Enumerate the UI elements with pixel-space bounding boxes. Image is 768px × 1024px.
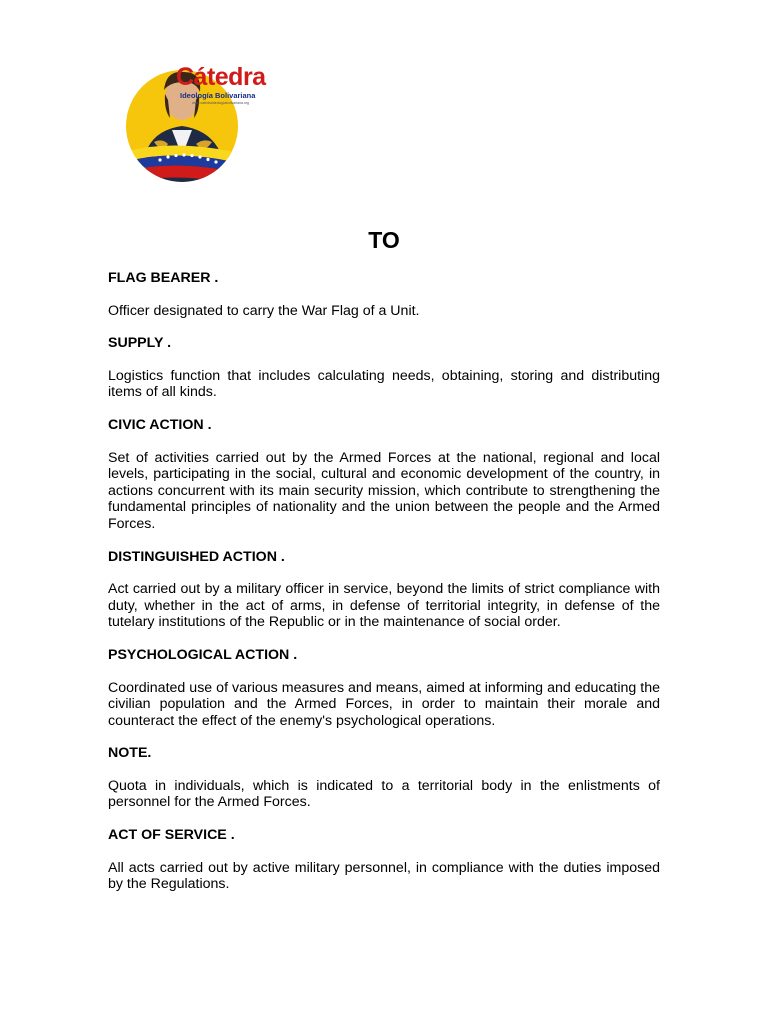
logo-title: Cátedra: [176, 63, 266, 91]
definition-act-of-service: All acts carried out by active military personnel, in compliance with the duties imposed by the Regulations.: [108, 859, 660, 893]
definition-civic-action: Set of activities carried out by the Armed Forces at the national, regional and local levels, participating in the social, cultural and economic development of the country, in actions concurrent with its main security mission, which contribute to strengthening the fundamental principles of nationality and the union between the people and the Armed Forces.: [108, 449, 660, 532]
definition-psychological-action: Coordinated use of various measures and means, aimed at informing and educating the civilian population and the Armed Forces, in order to maintain their morale and counteract the effect of the enemy's psychological operations.: [108, 679, 660, 729]
definition-distinguished-action: Act carried out by a military officer in service, beyond the limits of strict compliance with duty, whether in the act of arms, in defense of territorial integrity, in defense of the tutelary institutions of the Republic or in the maintenance of social order.: [108, 581, 660, 631]
term-supply: SUPPLY .: [108, 335, 172, 352]
definition-flag-bearer: Officer designated to carry the War Flag of a Unit.: [108, 302, 420, 319]
flag-red-band: [124, 165, 244, 186]
page-heading: TO: [368, 227, 400, 253]
term-flag-bearer: FLAG BEARER .: [108, 270, 219, 286]
glossary-content: [108, 270, 660, 909]
definition-note: Quota in individuals, which is indicated to a territorial body in the enlistments of personnel for the Armed Forces.: [108, 777, 660, 811]
term-distinguished-action: DISTINGUISHED ACTION .: [108, 548, 285, 565]
logo-subtitle: Ideología Bolivariana: [180, 91, 256, 100]
logo-url-text: www.catedraideologiabolivariana.org: [192, 101, 250, 105]
catedra-logo: [124, 60, 290, 190]
definition-supply: Logistics function that includes calculating needs, obtaining, storing and distributing items of all kinds.: [108, 367, 660, 401]
term-act-of-service: ACT OF SERVICE .: [108, 827, 235, 844]
term-psychological-action: PSYCHOLOGICAL ACTION .: [108, 646, 298, 663]
term-civic-action: CIVIC ACTION .: [108, 416, 212, 433]
term-note: NOTE.: [108, 745, 152, 762]
